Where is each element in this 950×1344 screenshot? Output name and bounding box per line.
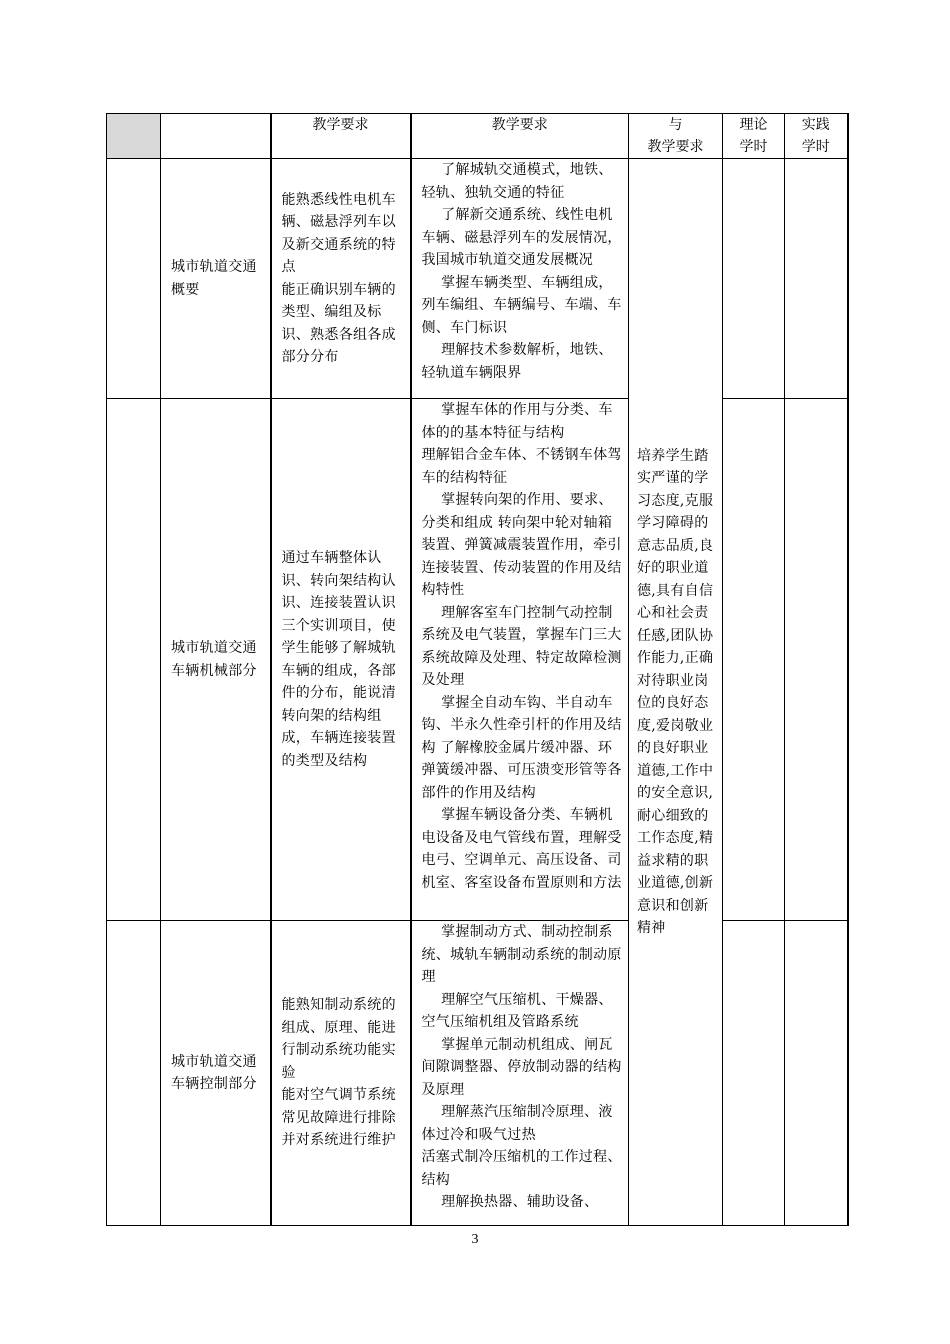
practice-hours-cell	[785, 399, 848, 921]
ability-cell: 通过车辆整体认识、转向架结构认识、连接装置认识三个实训项目，使学生能够了解城轨车辆的组成，各部件的分布，能说清转向架的结构组成，车辆连接装置的类型及结构	[271, 399, 411, 921]
row-index-cell	[107, 159, 161, 399]
practice-hours-cell	[785, 921, 848, 1226]
quality-cell: 培养学生踏实严谨的学习态度,克服学习障碍的意志品质,良好的职业道德,具有自信心和社会责任感,团队协作能力,正确对待职业岗位的良好态度,爱岗敬业的良好职业道德,工作中的安全意识,耐心细致的工作态度,精益求精的职业道德,创新意识和创新精神	[629, 159, 723, 1226]
ability-cell: 能熟悉线性电机车辆、磁悬浮列车以及新交通系统的特点 能正确识别车辆的类型、编组及标识、熟悉各组各成部分分布	[271, 159, 411, 399]
header-quality-line1: 与	[668, 117, 683, 133]
content-paragraph: 掌握车辆设备分类、车辆机电设备及电气管线布置，理解受电弓、空调单元、高压设备、司机室、客室设备布置原则和方法	[421, 807, 622, 891]
theory-hours-cell	[723, 159, 785, 399]
header-row	[107, 114, 848, 159]
header-cell-ability: 教学要求	[271, 114, 411, 159]
topic-cell: 城市轨道交通概要	[161, 159, 271, 399]
content-paragraph: 掌握全自动车钩、半自动车钩、半永久性牵引杆的作用及结构 了解橡胶金属片缓冲器、环弹簧缓冲器、可压溃变形管等各部件的作用及结构	[421, 694, 622, 801]
table-row	[107, 159, 848, 399]
content-paragraph: 理解蒸汽压缩制冷原理、液体过冷和吸气过热	[421, 1104, 613, 1143]
topic-cell: 城市轨道交通车辆控制部分	[161, 921, 271, 1226]
content-paragraph: 理解铝合金车体、不锈钢车体驾车的结构特征	[421, 447, 622, 486]
header-cell-theory-hours	[723, 114, 785, 159]
content-paragraph: 掌握车辆类型、车辆组成，列车编组、车辆编号、车端、车侧、车门标识	[421, 274, 622, 336]
content-paragraph: 活塞式制冷压缩机的工作过程、结构	[421, 1149, 622, 1188]
table-row	[107, 399, 848, 921]
topic-cell: 城市轨道交通车辆机械部分	[161, 399, 271, 921]
header-cell-practice-hours	[785, 114, 848, 159]
content-paragraph: 理解客室车门控制气动控制系统及电气装置，掌握车门三大系统故障及处理、特定故障检测及处理	[421, 604, 622, 688]
header-practice-line2: 学时	[801, 139, 830, 155]
header-theory-line2: 学时	[739, 139, 768, 155]
header-quality-line2: 教学要求	[647, 139, 704, 155]
header-practice-line1: 实践	[801, 117, 830, 133]
content-cell	[411, 921, 629, 1226]
page-number: 3	[471, 1232, 479, 1247]
theory-hours-cell	[723, 921, 785, 1226]
theory-hours-cell	[723, 399, 785, 921]
content-paragraph: 理解技术参数解析，地铁、轻轨道车辆限界	[421, 342, 613, 381]
table-row	[107, 921, 848, 1226]
content-paragraph: 掌握单元制动机组成、闸瓦间隙调整器、停放制动器的结构及原理	[421, 1036, 622, 1098]
row-index-cell	[107, 921, 161, 1226]
header-theory-line1: 理论	[739, 117, 768, 133]
ability-cell: 能熟知制动系统的组成、原理、能进行制动系统功能实验 能对空气调节系统常见故障进行排除并对系统进行维护	[271, 921, 411, 1226]
header-cell-index	[107, 114, 161, 159]
header-cell-topic	[161, 114, 271, 159]
content-paragraph: 理解换热器、辅助设备、	[441, 1194, 599, 1210]
content-paragraph: 掌握车体的作用与分类、车体的的基本特征与结构	[421, 402, 613, 441]
content-cell	[411, 159, 629, 399]
content-paragraph: 掌握转向架的作用、要求、分类和组成 转向架中轮对轴箱装置、弹簧减震装置作用，牵引连接装置、传动装置的作用及结构特性	[421, 492, 622, 598]
content-paragraph: 理解空气压缩机、干燥器、空气压缩机组及管路系统	[421, 991, 613, 1030]
header-cell-content: 教学要求	[411, 114, 629, 159]
header-cell-quality	[629, 114, 723, 159]
curriculum-table	[106, 113, 849, 1226]
content-paragraph: 掌握制动方式、制动控制系统、城轨车辆制动系统的制动原理	[421, 924, 622, 985]
row-index-cell	[107, 399, 161, 921]
content-paragraph: 了解城轨交通模式，地铁、轻轨、独轨交通的特征	[421, 162, 613, 201]
practice-hours-cell	[785, 159, 848, 399]
content-cell	[411, 399, 629, 921]
content-paragraph: 了解新交通系统、线性电机车辆、磁悬浮列车的发展情况，我国城市轨道交通发展概况	[421, 207, 622, 268]
